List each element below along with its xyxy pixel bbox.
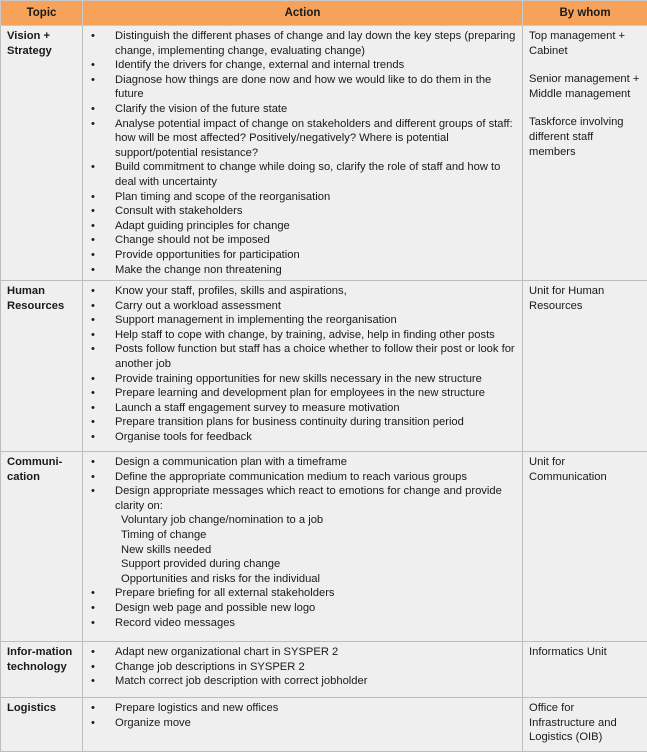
action-cell	[83, 281, 523, 452]
list-item: • Distinguish the different phases of change and lay down the key steps (preparing change, implementing change, evaluating change)	[91, 30, 516, 57]
list-item: • Know your staff, profiles, skills and aspirations,	[91, 285, 347, 298]
list-item: • Organize move	[91, 716, 191, 729]
topic-cell	[1, 452, 83, 642]
list-item: • Change job descriptions in SYSPER 2	[91, 660, 305, 673]
table-row	[1, 26, 647, 281]
header-row	[1, 1, 647, 26]
by-whom-cell: Informatics Unit	[523, 642, 647, 698]
topic-line: Strategy	[7, 44, 52, 57]
list-item: • Provide opportunities for participation	[91, 248, 300, 261]
list-item: • Adapt guiding principles for change	[91, 219, 290, 232]
list-item: • Change should not be imposed	[91, 234, 270, 247]
list-item: • Consult with stakeholders	[91, 205, 243, 218]
table-row	[1, 642, 647, 698]
topic-line: Human	[7, 285, 45, 298]
table-row	[1, 452, 647, 642]
list-item: • Design appropriate messages which react to emotions for change and provide clarity on:	[91, 485, 502, 512]
by-whom-cell: Unit for Communication	[523, 452, 647, 642]
table-row	[1, 698, 647, 752]
list-item: • Plan timing and scope of the reorganisation	[91, 190, 331, 203]
action-list	[89, 645, 518, 689]
table-row	[1, 281, 647, 452]
list-item: • Analyse potential impact of change on stakeholders and different groups of staff: how will be most affected? Positively/negatively? Where is potential support/potential resistance?	[91, 117, 513, 159]
action-list	[89, 701, 518, 730]
by-whom-cell: Office for Infrastructure and Logistics (OIB)	[523, 698, 647, 752]
list-item: • Record video messages	[91, 616, 236, 629]
list-item: • Posts follow function but staff has a choice whether to follow their post or look for another job	[91, 343, 515, 371]
sub-item: Voluntary job change/nomination to a job	[121, 514, 324, 527]
topic-line: Vision +	[7, 30, 51, 42]
list-item: • Prepare transition plans for business continuity during transition period	[91, 416, 464, 429]
header-action: Action	[83, 1, 523, 26]
sub-item: Opportunities and risks for the individual	[121, 572, 320, 585]
action-list	[89, 586, 518, 630]
action-list	[89, 29, 518, 277]
sub-item: Support provided during change	[121, 558, 281, 571]
topic-line: Infor-mation	[7, 646, 73, 659]
topic-cell	[1, 698, 83, 752]
list-item: • Launch a staff engagement survey to measure motivation	[91, 401, 400, 414]
list-item: • Diagnose how things are done now and how we would like to do them in the future	[91, 73, 492, 101]
list-item: • Make the change non threatening	[91, 263, 282, 276]
topic-line: cation	[7, 470, 40, 483]
topic-cell	[1, 281, 83, 452]
by-whom-cell: Unit for Human Resources	[523, 281, 647, 452]
action-cell	[83, 698, 523, 752]
sub-item: Timing of change	[121, 529, 207, 542]
header-topic: Topic	[1, 1, 83, 26]
topic-cell	[1, 642, 83, 698]
list-item: • Clarify the vision of the future state	[91, 102, 288, 115]
list-item: • Design web page and possible new logo	[91, 602, 316, 615]
list-item: • Provide training opportunities for new skills necessary in the new structure	[91, 372, 482, 385]
list-item: • Adapt new organizational chart in SYSPER 2	[91, 646, 339, 659]
action-list	[89, 284, 518, 445]
list-item: • Match correct job description with correct jobholder	[91, 675, 368, 688]
sub-item: New skills needed	[121, 543, 212, 556]
action-cell	[83, 642, 523, 698]
list-item: • Organise tools for feedback	[91, 431, 252, 444]
list-item: • Support management in implementing the reorganisation	[91, 314, 397, 327]
topic-line: Communi-	[7, 456, 63, 469]
list-item: • Identify the drivers for change, external and internal trends	[91, 59, 405, 72]
action-list	[89, 455, 518, 513]
list-item: • Design a communication plan with a timeframe	[91, 456, 347, 469]
topic-line: Logistics	[7, 702, 57, 715]
action-cell	[83, 452, 523, 642]
list-item: • Define the appropriate communication medium to reach various groups	[91, 470, 467, 483]
list-item: • Prepare briefing for all external stakeholders	[91, 587, 335, 600]
topic-cell	[1, 26, 83, 281]
topic-line: technology	[7, 660, 67, 673]
topic-line: Resources	[7, 299, 65, 312]
by-whom-cell: Top management + Cabinet Senior management + Middle management Taskforce involving different staff members	[523, 26, 647, 281]
header-by-whom: By whom	[523, 1, 647, 26]
list-item: • Prepare learning and development plan for employees in the new structure	[91, 387, 486, 400]
list-item: • Prepare logistics and new offices	[91, 702, 279, 715]
list-item: • Carry out a workload assessment	[91, 299, 282, 312]
list-item: • Help staff to cope with change, by training, advise, help in finding other posts	[91, 328, 495, 341]
list-item: • Build commitment to change while doing so, clarify the role of staff and how to deal with uncertainty	[91, 161, 501, 188]
action-cell	[83, 26, 523, 281]
